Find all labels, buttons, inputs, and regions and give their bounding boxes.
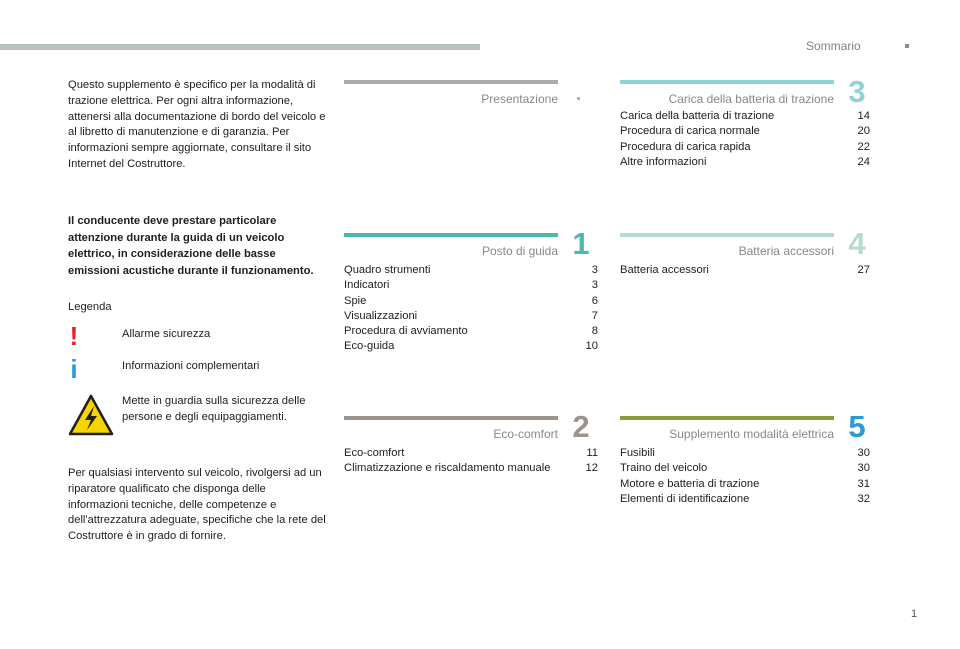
legend-alert-text: Allarme sicurezza (122, 328, 211, 340)
section-number: 2 (572, 409, 590, 444)
section-title: Eco-comfort (493, 427, 558, 441)
toc-entry[interactable]: Procedura di carica normale 20 (620, 125, 870, 138)
alert-icon: ! (69, 321, 79, 351)
toc-list-eco-comfort (344, 446, 598, 477)
section-batteria (620, 233, 834, 258)
section-bar (344, 80, 558, 84)
toc-entry[interactable]: Batteria accessori 27 (620, 264, 870, 276)
section-number: 1 (572, 226, 590, 261)
toc-list-batteria (620, 263, 870, 278)
page-number: 1 (911, 608, 918, 620)
section-number: 3 (848, 74, 866, 109)
toc-entry[interactable]: Traino del veicolo 30 (620, 462, 870, 475)
toc-entry[interactable]: Quadro strumenti 3 (344, 264, 598, 276)
toc-entry[interactable]: Climatizzazione e riscaldamento manuale 12 (344, 462, 598, 475)
section-supplemento (620, 416, 834, 441)
section-eco-comfort (344, 416, 558, 441)
section-bullet (577, 97, 580, 100)
intro-paragraph: Questo supplemento è specifico per la modalità di trazione elettrica. Per ogni altra informazione, attenersi alla documentazione di bordo del veicolo e al libretto di manutenzione e di garanzia. Per informazioni sempre aggiornate, consultare il sito Internet del Costruttore. (68, 79, 326, 170)
high-voltage-icon (68, 394, 114, 436)
toc-entry[interactable]: Procedura di carica rapida 22 (620, 140, 870, 153)
toc-entry[interactable]: Elementi di identificazione 32 (620, 492, 870, 505)
section-number: 5 (848, 409, 866, 444)
toc-entry[interactable]: Visualizzazioni 7 (344, 309, 598, 322)
warning-paragraph: Il conducente deve prestare particolare attenzione durante la guida di un veicolo elettrico, in considerazione delle basse emissioni acustiche durante il funzionamento. (68, 215, 314, 277)
section-bar (344, 233, 558, 237)
toc-list-supplemento (620, 446, 870, 507)
section-presentazione (344, 80, 558, 106)
toc-list-posto-guida (344, 263, 598, 355)
legend-heading: Legenda (68, 301, 112, 313)
toc-entry[interactable]: Eco-comfort 11 (344, 447, 598, 459)
header-bullet (905, 44, 909, 48)
toc-entry[interactable]: Spie 6 (344, 294, 598, 307)
section-bar (620, 416, 834, 420)
toc-entry[interactable]: Procedura di avviamento 8 (344, 325, 598, 338)
section-title: Presentazione (481, 92, 558, 106)
toc-entry[interactable]: Carica della batteria di trazione 14 (620, 110, 870, 122)
section-title: Posto di guida (481, 244, 558, 258)
service-paragraph: Per qualsiasi intervento sul veicolo, rivolgersi ad un riparatore qualificato che disponga delle informazioni tecniche, delle competenze e dell'attrezzatura adeguate, specifiche che la rete del Costruttore è in grado di fornire. (68, 467, 326, 543)
toc-entry[interactable]: Indicatori 3 (344, 279, 598, 292)
section-number: 4 (848, 226, 866, 261)
top-rule (0, 44, 480, 50)
section-posto-guida (344, 233, 558, 258)
section-carica (620, 80, 834, 106)
toc-entry[interactable]: Motore e batteria di trazione 31 (620, 477, 870, 490)
section-title: Supplemento modalità elettrica (669, 427, 834, 441)
section-bar (620, 233, 834, 237)
toc-entry[interactable]: Fusibili 30 (620, 447, 870, 459)
legend-info-text: Informazioni complementari (122, 360, 260, 372)
toc-entry[interactable]: Altre informazioni 24 (620, 155, 870, 168)
toc-list-carica (620, 109, 870, 170)
page-title: Sommario (806, 39, 861, 53)
toc-entry[interactable]: Eco-guida 10 (344, 340, 598, 353)
legend-hv-text: Mette in guardia sulla sicurezza delle persone e degli equipaggiamenti. (122, 395, 306, 423)
section-title: Batteria accessori (738, 244, 834, 258)
section-bar (620, 80, 834, 84)
section-bar (344, 416, 558, 420)
section-title: Carica della batteria di trazione (668, 92, 834, 106)
info-icon: i (70, 354, 78, 384)
